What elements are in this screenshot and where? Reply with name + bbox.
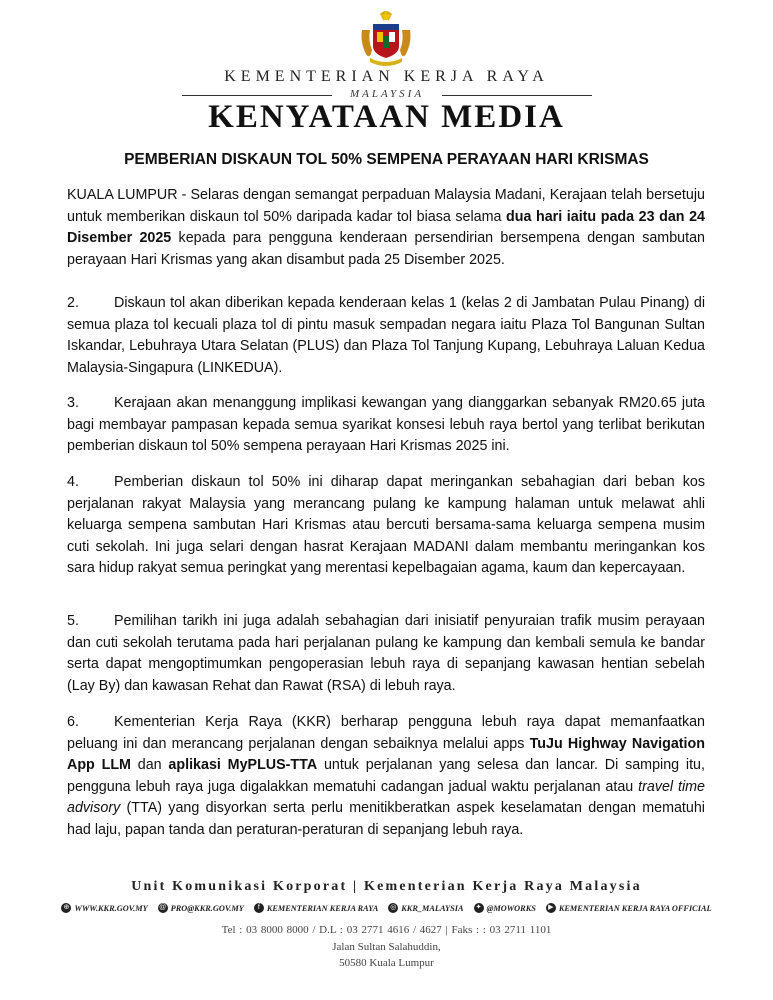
social-label: KEMENTERIAN KERJA RAYA — [266, 903, 379, 913]
web-icon: ⊕ — [61, 903, 71, 913]
paragraph-2 — [67, 293, 705, 379]
paragraph-5 — [67, 611, 705, 697]
contact-numbers: Tel : 03 8000 8000 / D.L : 03 2771 4616 / 4627 | Faks : : 03 2711 1101 — [221, 924, 552, 936]
p5-text: Pemilihan tarikh ini juga adalah sebahagian dari inisiatif penyuraian trafik musim perayaan dan cuti sekolah terutama pada hari perjalanan pulang ke kampung dan kembali semula ke bandar serta dapat mengoptimumkan pengoperasian lebuh raya di sepanjang kawasan hentian sebelah (Lay By) dan kawasan Rehat dan Rawat (RSA) di lebuh raya. — [67, 613, 705, 694]
p1-text-a: KUALA LUMPUR - Selaras dengan semangat perpaduan Malaysia Madani, Kerajaan telah bersetuju untuk memberikan diskaun tol 50% daripada kadar tol biasa selama — [67, 187, 705, 225]
country-name: MALAYSIA — [349, 88, 425, 100]
facebook-icon: f — [254, 903, 264, 913]
social-label: PRO@KKR.GOV.MY — [170, 903, 244, 913]
masthead-title: KENYATAAN MEDIA — [208, 99, 565, 135]
p6-tta-italic: travel time advisory — [67, 778, 705, 816]
ministry-name: KEMENTERIAN KERJA RAYA — [224, 68, 549, 85]
social-links — [0, 903, 773, 913]
p6-text-e: untuk perjalanan yang selesa dan lancar. Di samping itu, pengguna lebuh raya juga digalakkan mematuhi cadangan jadual waktu perjalanan atau — [67, 757, 705, 795]
p1-text-c: kepada para pengguna kenderaan persendirian bersempena dengan sambutan perayaan Hari Krismas yang akan disambut pada 25 Disember 2025. — [67, 230, 705, 268]
address-line-1: Jalan Sultan Salahuddin, — [332, 941, 441, 953]
paragraph-3 — [67, 393, 705, 458]
paragraph-number: 6. — [67, 714, 79, 730]
p6-text-a: Kementerian Kerja Raya (KKR) berharap pengguna lebuh raya dapat memanfaatkan peluang ini dan merancang perjalanan dengan sebaiknya melalui apps — [67, 714, 705, 752]
rule-right — [442, 95, 592, 96]
social-label: KKR_MALAYSIA — [401, 903, 464, 913]
paragraph-number: 4. — [67, 474, 79, 490]
p2-text: Diskaun tol akan diberikan kepada kenderaan kelas 1 (kelas 2 di Jambatan Pulau Pinang) di semua plaza tol kecuali plaza tol di pintu masuk sempadan negara iaitu Plaza Tol Bangunan Sultan Iskandar, Lebuhraya Utara Selatan (PLUS) dan Plaza Tol Tanjung Kupang, Lebuhraya Laluan Kedua Malaysia-Singapura (LINKEDUA). — [67, 295, 705, 376]
p6-myplus-app-bold: aplikasi MyPLUS-TTA — [168, 757, 318, 773]
p6-tuju-app-bold: TuJu Highway Navigation App LLM — [67, 735, 705, 773]
paragraph-6 — [67, 712, 705, 841]
social-web[interactable] — [61, 903, 147, 913]
paragraph-4 — [67, 472, 705, 580]
social-label: @MOWORKS — [486, 903, 536, 913]
instagram-icon: ◎ — [390, 904, 397, 911]
social-twitter[interactable] — [474, 903, 536, 913]
paragraph-number: 5. — [67, 613, 79, 629]
paragraph-number: 3. — [67, 395, 79, 411]
twitter-icon: ✦ — [474, 903, 484, 913]
social-label: WWW.KKR.GOV.MY — [74, 903, 148, 913]
social-label: KEMENTERIAN KERJA RAYA OFFICIAL — [558, 903, 712, 913]
youtube-icon: ▶ — [546, 903, 556, 913]
social-facebook[interactable] — [254, 903, 378, 913]
paragraph-1 — [67, 185, 705, 271]
social-youtube[interactable] — [546, 903, 712, 913]
footer-unit-line: Unit Komunikasi Korporat | Kementerian Kerja Raya Malaysia — [131, 879, 642, 894]
coat-of-arms-logo — [358, 10, 414, 68]
email-icon: @ — [159, 904, 167, 911]
p6-text-c: dan — [130, 757, 169, 773]
paragraph-number: 2. — [67, 295, 79, 311]
address-line-2: 50580 Kuala Lumpur — [339, 957, 434, 969]
p6-text-g: (TTA) yang disyorkan serta perlu menitikberatkan aspek keselamatan dengan mematuhi had laju, papan tanda dan peraturan-peraturan di sepanjang lebuh raya. — [67, 800, 705, 838]
p3-text: Kerajaan akan menanggung implikasi kewangan yang dianggarkan sebanyak RM20.65 juta bagi membayar pampasan kepada semua syarikat konsesi lebuh raya bertol yang terlibat berikutan pemberian diskaun tol 50% sempena perayaan Hari Krismas 2025 ini. — [67, 395, 705, 454]
p4-text: Pemberian diskaun tol 50% ini diharap dapat meringankan sebahagian dari beban kos perjalanan rakyat Malaysia yang merancang pulang ke kampung halaman untuk melawat ahli keluarga sempena sambutan Hari Krismas atau bercuti bersama-sama keluarga sempena musim cuti sekolah. Ini juga selari dengan hasrat Kerajaan MADANI dalam membantu meringankan kos sara hidup rakyat semua peringkat yang merentasi kepelbagaian agama, kaum dan kepercayaan. — [67, 474, 705, 576]
p1-dates-bold: dua hari iaitu pada 23 dan 24 Disember 2025 — [67, 208, 706, 246]
social-email[interactable] — [158, 903, 244, 913]
press-release-headline: PEMBERIAN DISKAUN TOL 50% SEMPENA PERAYAAN HARI KRISMAS — [124, 151, 649, 168]
social-instagram[interactable] — [388, 903, 463, 913]
